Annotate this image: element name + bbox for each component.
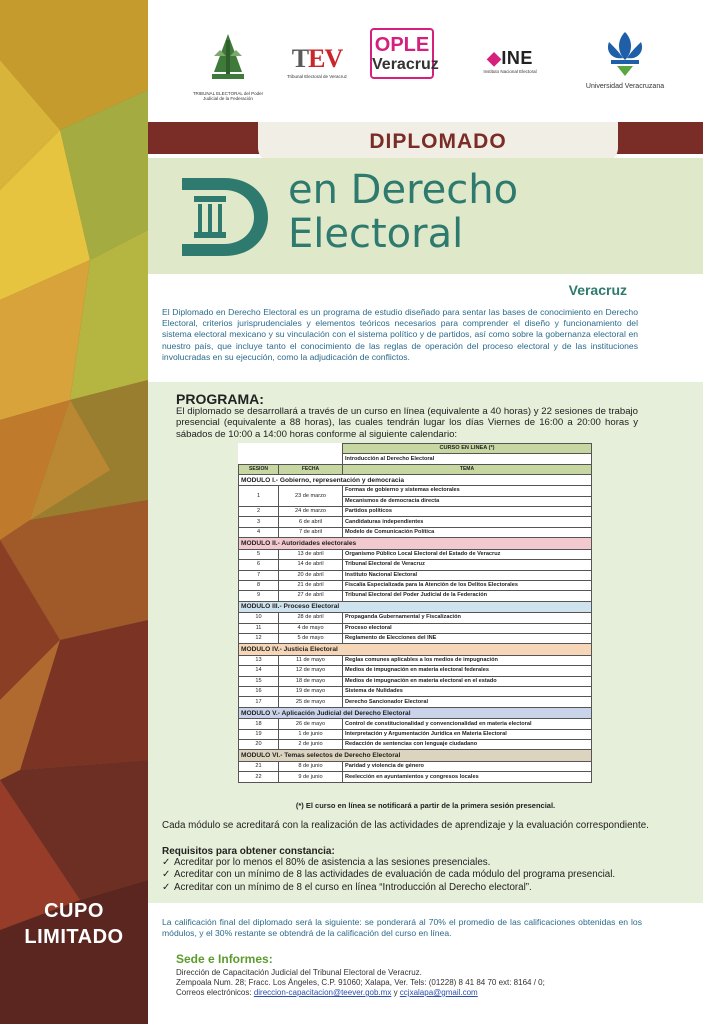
- session-number: 6: [239, 560, 279, 570]
- session-row: [239, 666, 592, 676]
- col-header-session: SESION: [239, 464, 279, 474]
- session-row: [239, 729, 592, 739]
- session-topic: Tribunal Electoral de Veracruz: [343, 560, 592, 570]
- tepjf-caption: TRIBUNAL ELECTORAL del Poder Judicial de la Federación: [192, 91, 264, 101]
- fleur-de-lis-icon: [603, 30, 647, 78]
- page-title: [288, 168, 518, 256]
- session-row: [239, 655, 592, 665]
- tev-logo: [272, 44, 362, 79]
- session-date: 12 de mayo: [279, 666, 343, 676]
- d-column-logo-icon: [178, 174, 270, 260]
- session-row: [239, 580, 592, 590]
- session-date: 28 de abril: [279, 613, 343, 623]
- email-link-gmail[interactable]: ccjxalapa@gmail.com: [399, 988, 478, 997]
- session-date: 20 de abril: [279, 570, 343, 580]
- session-topic: Proceso electoral: [343, 623, 592, 633]
- module-title: MODULO V.- Aplicación Judicial del Derecho Electoral: [239, 707, 592, 719]
- session-date: 1 de junio: [279, 729, 343, 739]
- session-date: 7 de abril: [279, 527, 343, 537]
- session-number: 21: [239, 761, 279, 771]
- session-row: [239, 676, 592, 686]
- session-number: 19: [239, 729, 279, 739]
- requirements-heading: Requisitos para obtener constancia:: [162, 846, 335, 857]
- session-number: 4: [239, 527, 279, 537]
- scales-of-justice-icon: [210, 32, 246, 86]
- logos-row: [148, 0, 703, 122]
- session-row: [239, 486, 592, 496]
- session-topic: Reglamento de Elecciones del INE: [343, 633, 592, 643]
- ople-logo: [370, 28, 439, 79]
- session-topic: Medios de impugnación en materia electoral en el estado: [343, 676, 592, 686]
- tev-caption: Tribunal Electoral de Veracruz: [286, 74, 348, 79]
- requirements-list: [162, 857, 615, 894]
- session-date: 18 de mayo: [279, 676, 343, 686]
- session-topic: Formas de gobierno y sistemas electorales: [343, 486, 592, 496]
- session-row: [239, 633, 592, 643]
- module-title: MODULO VI.- Temas selectos de Derecho Electoral: [239, 750, 592, 762]
- ople-sub: Veracruz: [372, 56, 439, 73]
- session-number: 2: [239, 507, 279, 517]
- table-footnote: (*) El curso en línea se notificará a partir de la primera sesión presencial.: [295, 801, 556, 810]
- sede-emails: [176, 988, 545, 998]
- session-number: 15: [239, 676, 279, 686]
- session-topic: Sistema de Nulidades: [343, 687, 592, 697]
- checkmark-icon: ✓: [162, 869, 171, 881]
- ople-word: OPLE: [374, 34, 430, 56]
- accreditation-text: Cada módulo se acreditará con la realización de las actividades de aprendizaje y la evaluación correspondiente.: [162, 820, 649, 831]
- calendar-table: [238, 443, 592, 783]
- session-number: 18: [239, 719, 279, 729]
- session-topic: Mecanismos de democracia directa: [343, 496, 592, 506]
- session-number: 10: [239, 613, 279, 623]
- session-topic: Candidaturas independientes: [343, 517, 592, 527]
- session-topic: Medios de impugnación en materia electoral federales: [343, 666, 592, 676]
- session-row: [239, 772, 592, 782]
- session-date: 21 de abril: [279, 580, 343, 590]
- cupo-line2: LIMITADO: [24, 926, 124, 948]
- session-topic: Tribunal Electoral del Poder Judicial de la Federación: [343, 591, 592, 601]
- table-column-headers: [239, 464, 592, 474]
- module-header-row: [239, 644, 592, 656]
- module-header-row: [239, 538, 592, 550]
- online-course-header: CURSO EN LINEA (*): [343, 444, 592, 454]
- module-header-row: [239, 707, 592, 719]
- session-topic: Reglas comunes aplicables a los medios de impugnación: [343, 655, 592, 665]
- session-date: 11 de mayo: [279, 655, 343, 665]
- tev-letter-t: T: [291, 44, 309, 73]
- session-topic: Redacción de sentencias con lenguaje ciudadano: [343, 740, 592, 750]
- ine-word: INE: [501, 48, 533, 68]
- session-topic: Control de constitucionalidad y convencionalidad en materia electoral: [343, 719, 592, 729]
- session-row: [239, 740, 592, 750]
- session-topic: Reelección en ayuntamientos y congresos locales: [343, 772, 592, 782]
- session-date: 24 de marzo: [279, 507, 343, 517]
- session-topic: Organismo Público Local Electoral del Estado de Veracruz: [343, 549, 592, 559]
- email-separator: y: [391, 988, 400, 997]
- session-date: 19 de mayo: [279, 687, 343, 697]
- tepjf-logo: [186, 32, 270, 101]
- session-row: [239, 687, 592, 697]
- module-title: MODULO I.- Gobierno, representación y democracia: [239, 474, 592, 486]
- session-number: 3: [239, 517, 279, 527]
- diplomado-pill: [258, 122, 618, 162]
- session-topic: Paridad y violencia de género: [343, 761, 592, 771]
- sede-line1: Dirección de Capacitación Judicial del Tribunal Electoral de Veracruz.: [176, 968, 422, 977]
- cupo-limitado-label: [0, 898, 148, 950]
- sede-info: [176, 968, 545, 998]
- session-number: 17: [239, 697, 279, 707]
- session-number: 7: [239, 570, 279, 580]
- session-number: 16: [239, 687, 279, 697]
- requirement-item: [162, 869, 615, 881]
- session-date: 2 de junio: [279, 740, 343, 750]
- session-row: [239, 570, 592, 580]
- session-row: [239, 549, 592, 559]
- header-band: [148, 122, 703, 154]
- ine-caption: Instituto Nacional Electoral: [483, 69, 537, 74]
- session-date: 5 de mayo: [279, 633, 343, 643]
- cupo-line1: CUPO: [44, 900, 104, 922]
- title-band: [148, 158, 703, 274]
- module-header-row: [239, 474, 592, 486]
- requirement-item: [162, 857, 615, 869]
- requirement-item: [162, 882, 615, 894]
- session-topic: Derecho Sancionador Electoral: [343, 697, 592, 707]
- final-grade-text: La calificación final del diplomado será la siguiente: se ponderará al 70% el promedio de las calificaciones obtenidas en los módulos, y el 30% restante se obtendrá de la calificación del curso en línea.: [162, 917, 642, 939]
- emails-label: Correos electrónicos:: [176, 988, 254, 997]
- session-number: 1: [239, 486, 279, 507]
- session-number: 13: [239, 655, 279, 665]
- session-date: 4 de mayo: [279, 623, 343, 633]
- session-date: 23 de marzo: [279, 486, 343, 507]
- session-topic: Partidos políticos: [343, 507, 592, 517]
- session-number: 14: [239, 666, 279, 676]
- email-link-capacitacion[interactable]: direccion-capacitacion@teever.gob.mx: [253, 988, 392, 997]
- requirement-text: Acreditar con un mínimo de 8 el curso en línea “Introducción al Derecho electoral”.: [174, 881, 532, 893]
- intro-paragraph: El Diplomado en Derecho Electoral es un programa de estudio diseñado para sentar las bases de conocimiento en Derecho Electoral, criterios jurisprudenciales y elementos teóricos necesarios para comprender el diseño y funcionamiento del sistema electoral mexicano y su vinculación con el sistema político y de partidos, así como sobre la gobernanza electoral en nuestro país, que incluye tanto el conocimiento de las reglas de operación del proceso electoral y de las instituciones involucradas en su ejecución, como la adjudicación de conflictos.: [162, 307, 638, 362]
- col-header-date: FECHA: [279, 464, 343, 474]
- online-course-row: [239, 454, 592, 464]
- session-row: [239, 560, 592, 570]
- program-text: El diplomado se desarrollará a través de un curso en línea (equivalente a 40 horas) y 22 sesiones de trabajo presencial (equivalente a 88 horas), las cuales tendrán lugar los días Viernes de 16:00 a 20:00 horas y sábados de 10:00 a 14:00 horas conforme al siguiente calendario:: [176, 406, 638, 440]
- module-title: MODULO II.- Autoridades electorales: [239, 538, 592, 550]
- session-row: [239, 517, 592, 527]
- module-title: MODULO IV.- Justicia Electoral: [239, 644, 592, 656]
- session-topic: Fiscalía Especializada para la Atención de los Delitos Electorales: [343, 580, 592, 590]
- place-label: Veracruz: [568, 282, 627, 298]
- session-date: 8 de junio: [279, 761, 343, 771]
- ine-diamond-icon: ◆: [487, 48, 502, 68]
- session-row: [239, 719, 592, 729]
- session-date: 13 de abril: [279, 549, 343, 559]
- sede-line2: Zempoala Num. 28; Fracc. Los Ángeles, C.P. 91060; Xalapa, Ver. Tels: (01228) 8 41 84 70 ext: 8164 / 0;: [176, 978, 545, 987]
- uv-caption: Universidad Veracruzana: [585, 83, 665, 90]
- requirement-text: Acreditar por lo menos el 80% de asistencia a las sesiones presenciales.: [174, 857, 491, 868]
- tev-letters-ev: EV: [308, 44, 343, 73]
- ine-logo: [470, 48, 550, 74]
- decorative-side-panel: [0, 0, 148, 1024]
- session-topic: Instituto Nacional Electoral: [343, 570, 592, 580]
- session-row: [239, 761, 592, 771]
- module-header-row: [239, 601, 592, 613]
- session-row: [239, 591, 592, 601]
- session-number: 22: [239, 772, 279, 782]
- session-row: [239, 527, 592, 537]
- checkmark-icon: ✓: [162, 881, 171, 893]
- session-row: [239, 507, 592, 517]
- module-title: MODULO III.- Proceso Electoral: [239, 601, 592, 613]
- session-date: 6 de abril: [279, 517, 343, 527]
- session-row: [239, 623, 592, 633]
- program-heading: PROGRAMA:: [176, 391, 264, 407]
- col-header-topic: TEMA: [343, 464, 592, 474]
- geometric-pattern: [0, 0, 148, 1024]
- session-number: 12: [239, 633, 279, 643]
- session-date: 25 de mayo: [279, 697, 343, 707]
- session-number: 9: [239, 591, 279, 601]
- session-row: [239, 613, 592, 623]
- session-topic: Propaganda Gubernamental y Fiscalización: [343, 613, 592, 623]
- sede-heading: Sede e Informes:: [176, 952, 273, 966]
- diplomado-label: DIPLOMADO: [369, 130, 507, 153]
- online-course-name: Introducción al Derecho Electoral: [343, 454, 592, 464]
- session-date: 27 de abril: [279, 591, 343, 601]
- title-line2: Electoral: [288, 211, 464, 257]
- session-number: 11: [239, 623, 279, 633]
- session-number: 8: [239, 580, 279, 590]
- session-number: 5: [239, 549, 279, 559]
- uv-logo: [580, 30, 670, 90]
- requirement-text: Acreditar con un mínimo de 8 las actividades de evaluación de cada módulo del programa presencial.: [174, 869, 616, 881]
- session-topic: Interpretación y Argumentación Jurídica en Materia Electoral: [343, 729, 592, 739]
- session-date: 9 de junio: [279, 772, 343, 782]
- session-topic: Modelo de Comunicación Política: [343, 527, 592, 537]
- session-number: 20: [239, 740, 279, 750]
- session-date: 14 de abril: [279, 560, 343, 570]
- title-line1: en Derecho: [288, 167, 519, 213]
- session-row: [239, 697, 592, 707]
- module-header-row: [239, 750, 592, 762]
- session-date: 26 de mayo: [279, 719, 343, 729]
- checkmark-icon: ✓: [162, 857, 171, 868]
- online-course-header-row: [239, 444, 592, 454]
